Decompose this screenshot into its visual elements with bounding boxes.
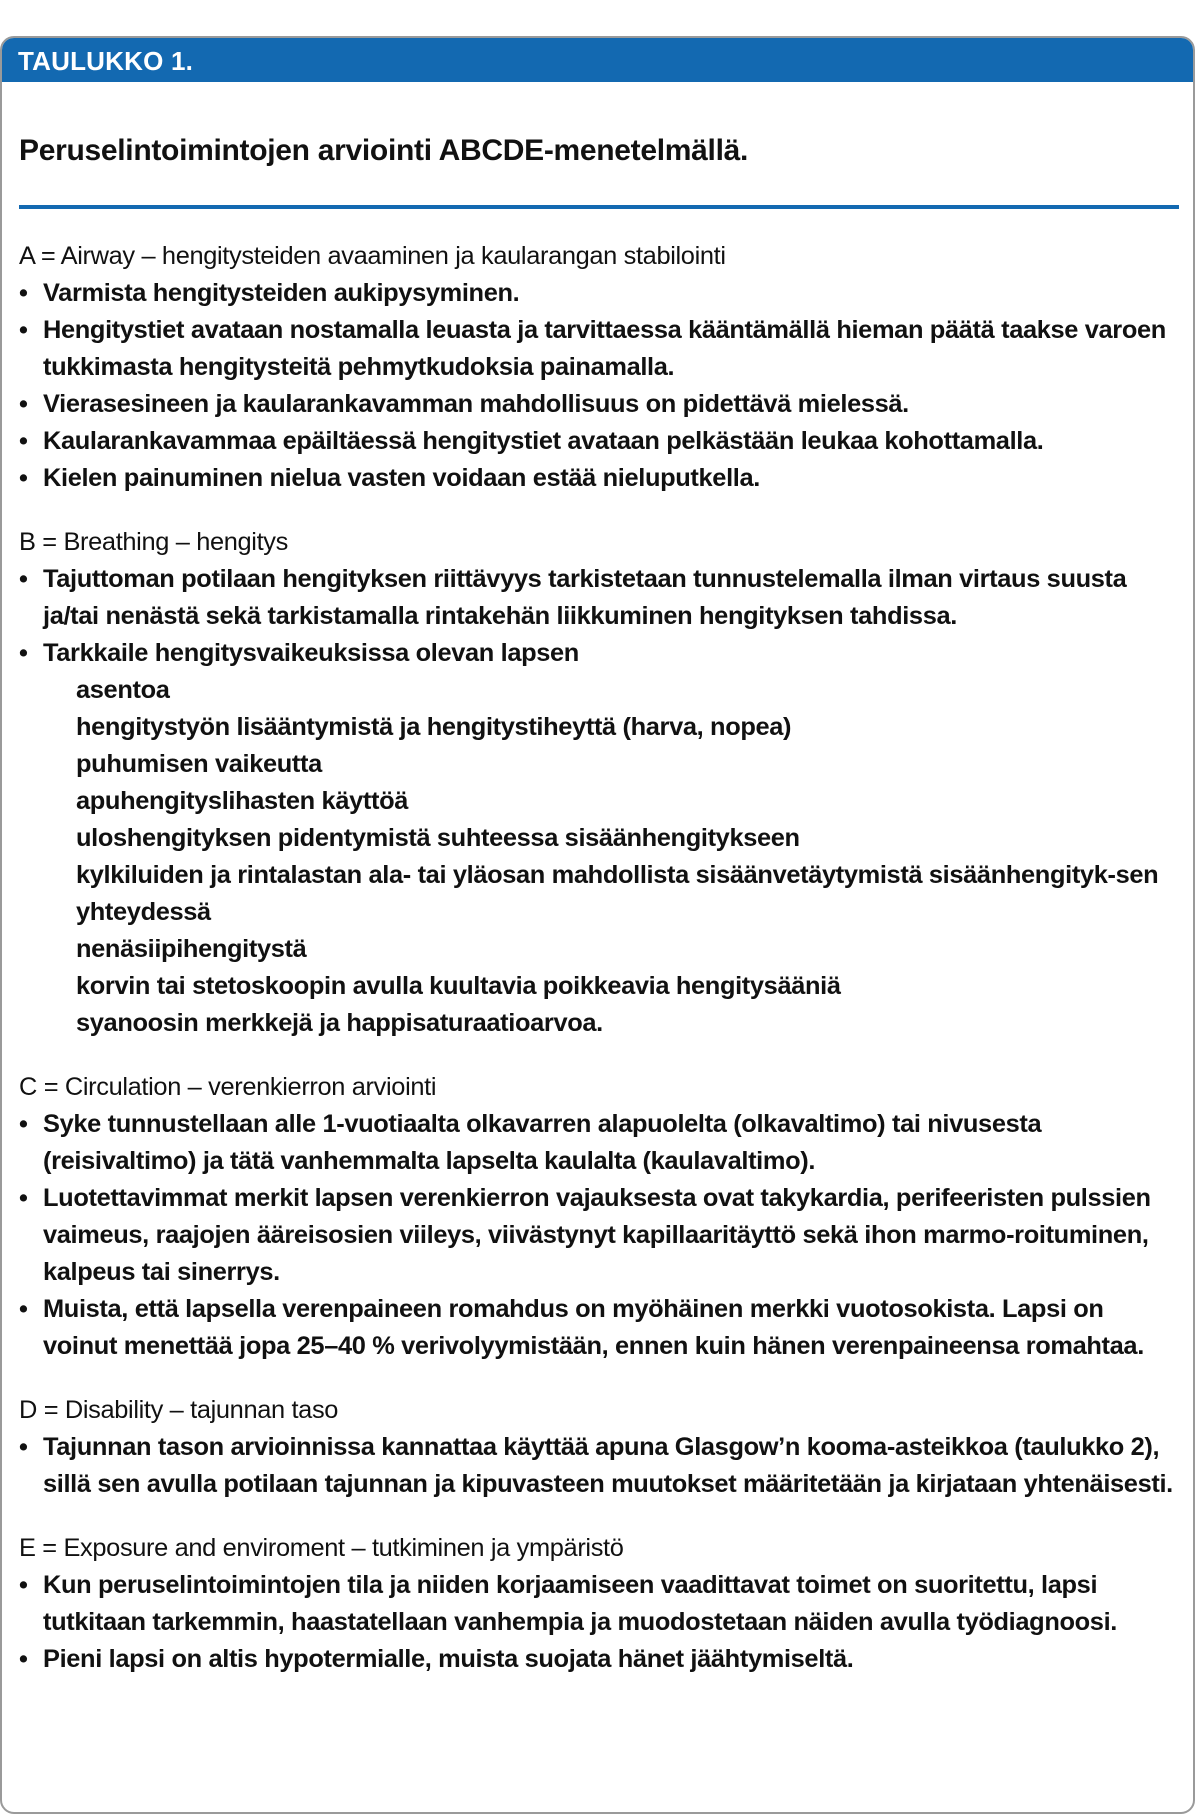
- list-item: • Tajuttoman potilaan hengityksen riittävyys tarkistetaan tunnustelemalla ilman virtaus suusta ja/tai nenästä sekä tarkistamalla rintakehän liikkuminen hengityksen tahdissa.: [19, 561, 1179, 635]
- title-divider: [19, 205, 1179, 209]
- list-item: • Tarkkaile hengitysvaikeuksissa olevan lapsen: [19, 635, 1179, 672]
- list-item: • Hengitystiet avataan nostamalla leuasta ja tarvittaessa kääntämällä hieman päätä taakse varoen tukkimasta hengitysteitä pehmytkudoksia painamalla.: [19, 312, 1179, 386]
- list-item: • Vierasesineen ja kaularankavamman mahdollisuus on pidettävä mielessä.: [19, 386, 1179, 423]
- sub-list-item: nenäsiipihengitystä: [76, 935, 307, 963]
- list-item: • Kaularankavammaa epäiltäessä hengitystiet avataan pelkästään leukaa kohottamalla.: [19, 423, 1179, 460]
- table-content: [19, 238, 1179, 1705]
- sub-list-item: syanoosin merkkejä ja happisaturaatioarvoa.: [76, 1009, 603, 1037]
- list-item: • Syke tunnustellaan alle 1-vuotiaalta olkavarren alapuolelta (olkavaltimo) tai nivusesta (reisivaltimo) ja tätä vanhemmalta lapselta kaulalta (kaulavaltimo).: [19, 1106, 1179, 1180]
- list-item: • Kun peruselintoimintojen tila ja niiden korjaamiseen vaadittavat toimet on suoritettu, lapsi tutkitaan tarkemmin, haastatellaan vanhempia ja muodostetaan näiden avulla työdiagnoosi.: [19, 1567, 1179, 1641]
- section-d: [19, 1392, 1179, 1503]
- list-item: • Kielen painuminen nielua vasten voidaan estää nieluputkella.: [19, 460, 1179, 497]
- section-heading: E = Exposure and enviroment – tutkiminen ja ympäristö: [19, 1534, 624, 1562]
- bullet-list: [19, 561, 1179, 672]
- section-heading: D = Disability – tajunnan taso: [19, 1396, 339, 1424]
- table-box: [0, 36, 1195, 1814]
- list-item: • Pieni lapsi on altis hypotermialle, muista suojata hänet jäähtymiseltä.: [19, 1641, 1179, 1678]
- section-heading: C = Circulation – verenkierron arviointi: [19, 1073, 437, 1101]
- sub-list-item: uloshengityksen pidentymistä suhteessa sisäänhengitykseen: [76, 824, 800, 852]
- list-item: • Luotettavimmat merkit lapsen verenkierron vajauksesta ovat takykardia, perifeeristen pulssien vaimeus, raajojen ääreisosien viileys, viivästynyt kapillaaritäyttö sekä ihon marmo-roituminen, kalpeus tai sinerrys.: [19, 1180, 1179, 1291]
- bullet-list: [19, 1429, 1179, 1503]
- bullet-list: [19, 275, 1179, 497]
- section-e: [19, 1530, 1179, 1678]
- list-item: • Varmista hengitysteiden aukipysyminen.: [19, 275, 1179, 312]
- section-heading: A = Airway – hengitysteiden avaaminen ja kaularangan stabilointi: [19, 242, 726, 270]
- bullet-list: [19, 1106, 1179, 1365]
- section-b: [19, 524, 1179, 1042]
- sub-list-item: kylkiluiden ja rintalastan ala- tai yläosan mahdollista sisäänvetäytymistä sisäänhengityk-sen yhteydessä: [76, 861, 1159, 926]
- bullet-list: [19, 1567, 1179, 1678]
- sub-list-item: asentoa: [76, 676, 170, 704]
- table-title: Peruselintoimintojen arviointi ABCDE-menetelmällä.: [19, 134, 749, 167]
- section-a: [19, 238, 1179, 497]
- section-heading: B = Breathing – hengitys: [19, 528, 288, 556]
- list-item: • Tajunnan tason arvioinnissa kannattaa käyttää apuna Glasgow’n kooma-asteikkoa (taulukko 2), sillä sen avulla potilaan tajunnan ja kipuvasteen muutokset määritetään ja kirjataan yhtenäisesti.: [19, 1429, 1179, 1503]
- table-label: TAULUKKO 1.: [18, 46, 194, 76]
- table-header-bar: [2, 38, 1193, 82]
- sub-list-item: korvin tai stetoskoopin avulla kuultavia poikkeavia hengitysääniä: [76, 972, 841, 1000]
- list-item: • Muista, että lapsella verenpaineen romahdus on myöhäinen merkki vuotosokista. Lapsi on voinut menettää jopa 25–40 % verivolyymistään, ennen kuin hänen verenpaineensa romahtaa.: [19, 1291, 1179, 1365]
- section-c: [19, 1069, 1179, 1365]
- sub-list-item: puhumisen vaikeutta: [76, 750, 322, 778]
- sub-list-item: apuhengityslihasten käyttöä: [76, 787, 408, 815]
- sub-list-item: hengitystyön lisääntymistä ja hengitystiheyttä (harva, nopea): [76, 713, 792, 741]
